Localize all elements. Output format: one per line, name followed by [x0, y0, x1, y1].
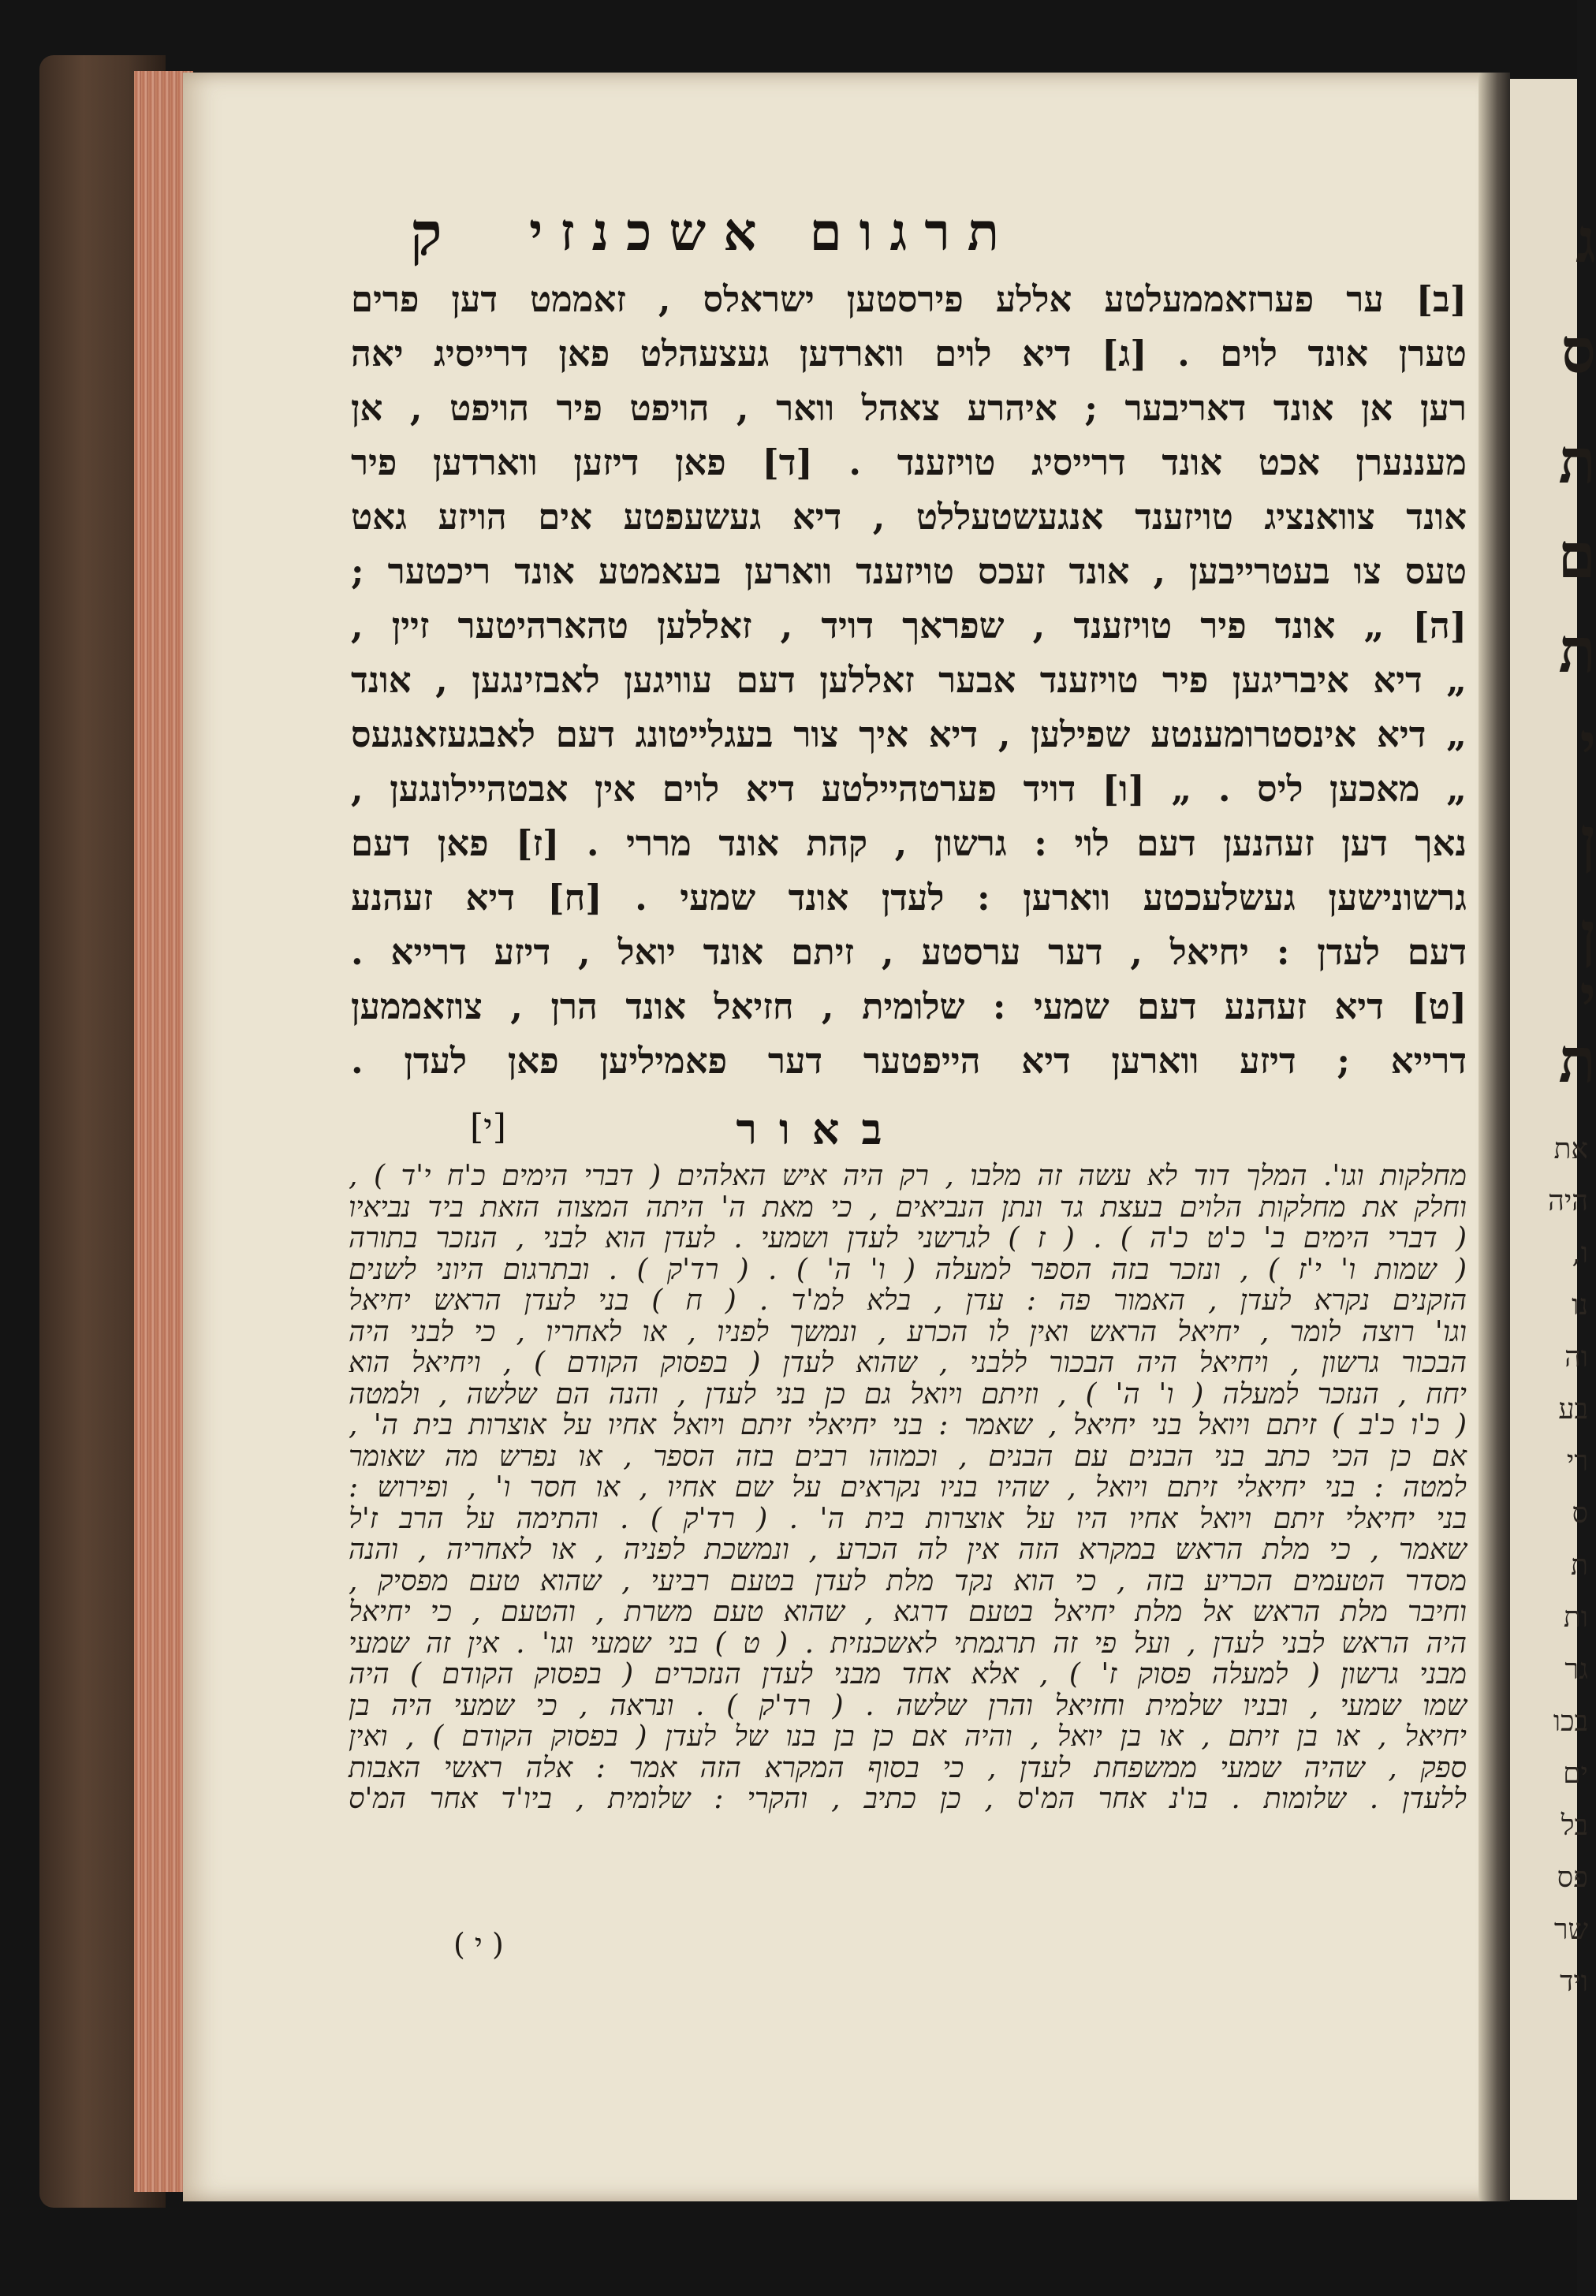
facing-page-fragment: שר: [1553, 1914, 1588, 1946]
translation-line: דרייא ; דיזע ווארען דיא הייפטער דער פאמיליען פאן לעדן .: [351, 1040, 1467, 1082]
commentary-line: וחלק את מחלקות הלוים בעצת גד ונתן הנביאים , כי מאת ה' היתה המצוה הזאת ביד נביאיו: [349, 1191, 1467, 1224]
commentary-line: מבני גרשון ( למעלה פסוק ז' ) , אלא אחד מבני לעדן הנזכרים ( בפסוק הקודם ) היה: [349, 1658, 1467, 1690]
running-title: תרגום אשכנזי: [528, 201, 1017, 263]
biur-heading: באור: [736, 1104, 904, 1154]
commentary-line: וחיבר מלת הראש אל מלת יחיאל בטעם דרגא , שהוא טעם משרת , והטעם , כי יחיאל: [349, 1596, 1467, 1628]
facing-page-fragment: היה: [1548, 1185, 1588, 1217]
commentary-line: הזקנים נקרא לעדן , האמור פה : עדן , בלא למ'ד . ( ח ) בני לעדן הראש יחיאל: [349, 1284, 1467, 1317]
facing-page-glyph: ם: [1557, 520, 1596, 592]
facing-page-glyph: ג: [1575, 205, 1596, 277]
translation-line: „ מאכען ליס . „ [ו] דויד פערטהיילטע דיא לוים אין אבטהיילונגען ,: [351, 768, 1467, 810]
facing-page-fragment: ויד: [1560, 1966, 1588, 1998]
translation-line: רען אן אונד דאריבער ; איהרע צאהל וואר , הויפט פיר הויפט , אן: [351, 387, 1467, 429]
facing-page-glyph: ס: [1561, 315, 1596, 387]
commentary-line: אם כן הכי כתב בני הבנים עם הבנים , וכמוהו רבים בזה הספר , או נפרש מה שאומר: [349, 1440, 1467, 1473]
facing-page-glyph: ן: [1580, 899, 1596, 971]
facing-page-fragment: נו: [1572, 1289, 1588, 1321]
translation-line: מעננערן אכט אונד דרייסיג טויזענד . [ד] פאן דיזען ווארדען פיר: [351, 442, 1467, 483]
commentary-line: שאמר , כי מלת הראש במקרא הזה אין לה הכרע , ונמשכת לפניה , או לאחריה , והנה: [349, 1534, 1467, 1566]
facing-page-glyph: ת: [1558, 426, 1596, 498]
verse-marker: [י]: [470, 1107, 506, 1147]
catchword: ( י ): [453, 1927, 504, 1962]
commentary-line: יחח , הנזכר למעלה ( ו' ה' ) , וזיתם ויואל גם כן בני לעדן , והנה הם שלשה , ולמטה: [349, 1377, 1467, 1411]
folio-number: ק: [410, 199, 442, 269]
commentary-line: ללעדן . שלומות . בו'נ אחר המ'ס , כן כתיב , והקרי : שלומית , ביו'ד אחר המ'ס: [349, 1783, 1467, 1815]
commentary-text: [349, 1161, 1467, 1815]
translation-line: [ב] ער פערזאממעלטע אללע פירסטען ישראלס , זאממט דען פרים: [351, 278, 1467, 320]
commentary-line: שמו שמעי , ובניו שלמית וחזיאל והרן שלשה . ( רד'ק ) . ונראה , כי שמעי היה בן: [349, 1689, 1467, 1722]
facing-page-fragment: את: [1553, 1133, 1588, 1165]
facing-page-glyph: י: [1579, 962, 1596, 1034]
facing-page-fragment: בל: [1561, 1810, 1588, 1842]
commentary-line: הבכור גרשון , ויחיאל היה הבכור ללבני , שהוא לעדן ( בפסוק הקודם ) , ויחיאל הוא: [349, 1347, 1467, 1379]
translation-line: אונד צוואנציג טויזענד אנגעשטעללט , דיא געשעפטע אים הויזע גאט: [351, 496, 1467, 538]
commentary-line: מחלקות וגו'. המלך דוד לא עשה זה מלבו , רק היה איש האלהים ( דברי הימים כ'ח י'ד ) ,: [349, 1160, 1467, 1192]
facing-page-glyph: י: [1579, 710, 1596, 781]
commentary-line: ( כ'ו כ'ב ) זיתם ויואל בני יחיאל , שאמר : בני יחיאלי זיתם ויואל אחיו על אוצרות בית ה' ,: [349, 1409, 1467, 1441]
facing-page-fragment: בכו: [1553, 1705, 1588, 1738]
page-gutter: [1479, 73, 1510, 2201]
translation-line: „ דיא איבריגען פיר טויזענד אבער זאללען דעם עוויגען לאבזינגען , אונד: [351, 659, 1467, 701]
commentary-line: וגו' רוצה לומר , יחיאל הראש ואין לו הכרע , ונמשך לפניו , או לאחריו , כי לבני היה: [349, 1315, 1467, 1348]
facing-page-fragment: בע: [1558, 1393, 1588, 1426]
translation-line: [ט] דיא זעהנע דעם שמעי : שלומית , חזיאל אונד הרן , צוזאממען: [351, 986, 1467, 1027]
translation-line: טעס צו בעטרייבען , אונד זעכס טויזענד ווארען בעאמטע אונד ריכטער ;: [351, 550, 1467, 592]
facing-page-fragment: וה: [1564, 1341, 1588, 1374]
translation-line: גרשונישען געשלעכטע ווארען : לעדן אונד שמעי . [ח] דיא זעהנע: [351, 877, 1467, 919]
facing-page-fragment: גר: [1564, 1653, 1588, 1686]
facing-page-glyph: ן: [1580, 804, 1596, 876]
translation-line: דעם לעדן : יחיאל , דער ערסטע , זיתם אונד יואל , דיזע דרייא .: [351, 931, 1467, 973]
commentary-line: יחיאל , או בן זיתם , או בן יואל , והיה אם כן בן בנו של לעדן ( בפסוק הקודם ) , ואין: [349, 1720, 1467, 1753]
facing-page-fragment: פס: [1557, 1862, 1588, 1894]
facing-page-fragment: ס: [1572, 1497, 1588, 1530]
commentary-line: למטה : בני יחיאלי זיתם ויואל , שהיו בניו נקראים על שם אחיו , או חסר ו' , ופירוש :: [349, 1471, 1467, 1504]
facing-page-glyph: ת: [1558, 1025, 1596, 1097]
facing-page-glyph: ת: [1558, 615, 1596, 687]
commentary-line: ספק , שהיה שמעי ממשפחת לעדן , כי בסוף המקרא הזה אמר : אלה ראשי האבות: [349, 1751, 1467, 1784]
facing-page-fragment: ו,: [1572, 1237, 1588, 1269]
translation-line: טערן אונד לוים . [ג] דיא לוים ווארדען געצעהלט פאן דרייסיג יאה: [351, 333, 1467, 375]
translation-text: [351, 272, 1467, 1088]
translation-line: [ה] „ אונד פיר טויזענד , שפראך דויד , זאללען טהארהיטער זיין ,: [351, 605, 1467, 647]
translation-line: נאך דען זעהנען דעם לוי : גרשון , קהת אונד מררי . [ז] פאן דעם: [351, 822, 1467, 864]
commentary-line: בני יחיאלי זיתם ויואל אחיו היו על אוצרות בית ה' . ( רד'ק ) . והתימה על הרב ז'ל: [349, 1502, 1467, 1535]
commentary-line: היה הראש לבני לעדן , ועל פי זה תרגמתי לאשכנזית . ( ט ) בני שמעי וגו' . אין זה שמעי: [349, 1627, 1467, 1660]
commentary-line: מסדר הטעמים הכריע בזה , כי הוא נקד מלת לעדן בטעם רביעי , שהוא טעם מפסיק ,: [349, 1564, 1467, 1597]
commentary-line: ( דברי הימים ב' כ'ט כ'ה ) . ( ז ) לגרשני לעדן ושמעי . לעדן הוא לבני , הנזכר בתורה: [349, 1222, 1467, 1254]
facing-page-fragment: ים: [1563, 1757, 1588, 1790]
facing-page-fragment: ות: [1563, 1601, 1588, 1634]
facing-page-fragment: רי: [1566, 1445, 1588, 1478]
commentary-line: ( שמות ו' י'ז ) , ונזכר בזה הספר למעלה ( ו' ה' ) . ( רד'ק ) . ובתרגום היוני לשנים: [349, 1253, 1467, 1286]
translation-line: „ דיא אינסטרומענטע שפילען , דיא איך צור בעגלייטונג דעם לאבגעזאנגעס: [351, 714, 1467, 755]
facing-page-fragment: ת: [1571, 1549, 1588, 1582]
facing-page: [1510, 79, 1596, 2200]
